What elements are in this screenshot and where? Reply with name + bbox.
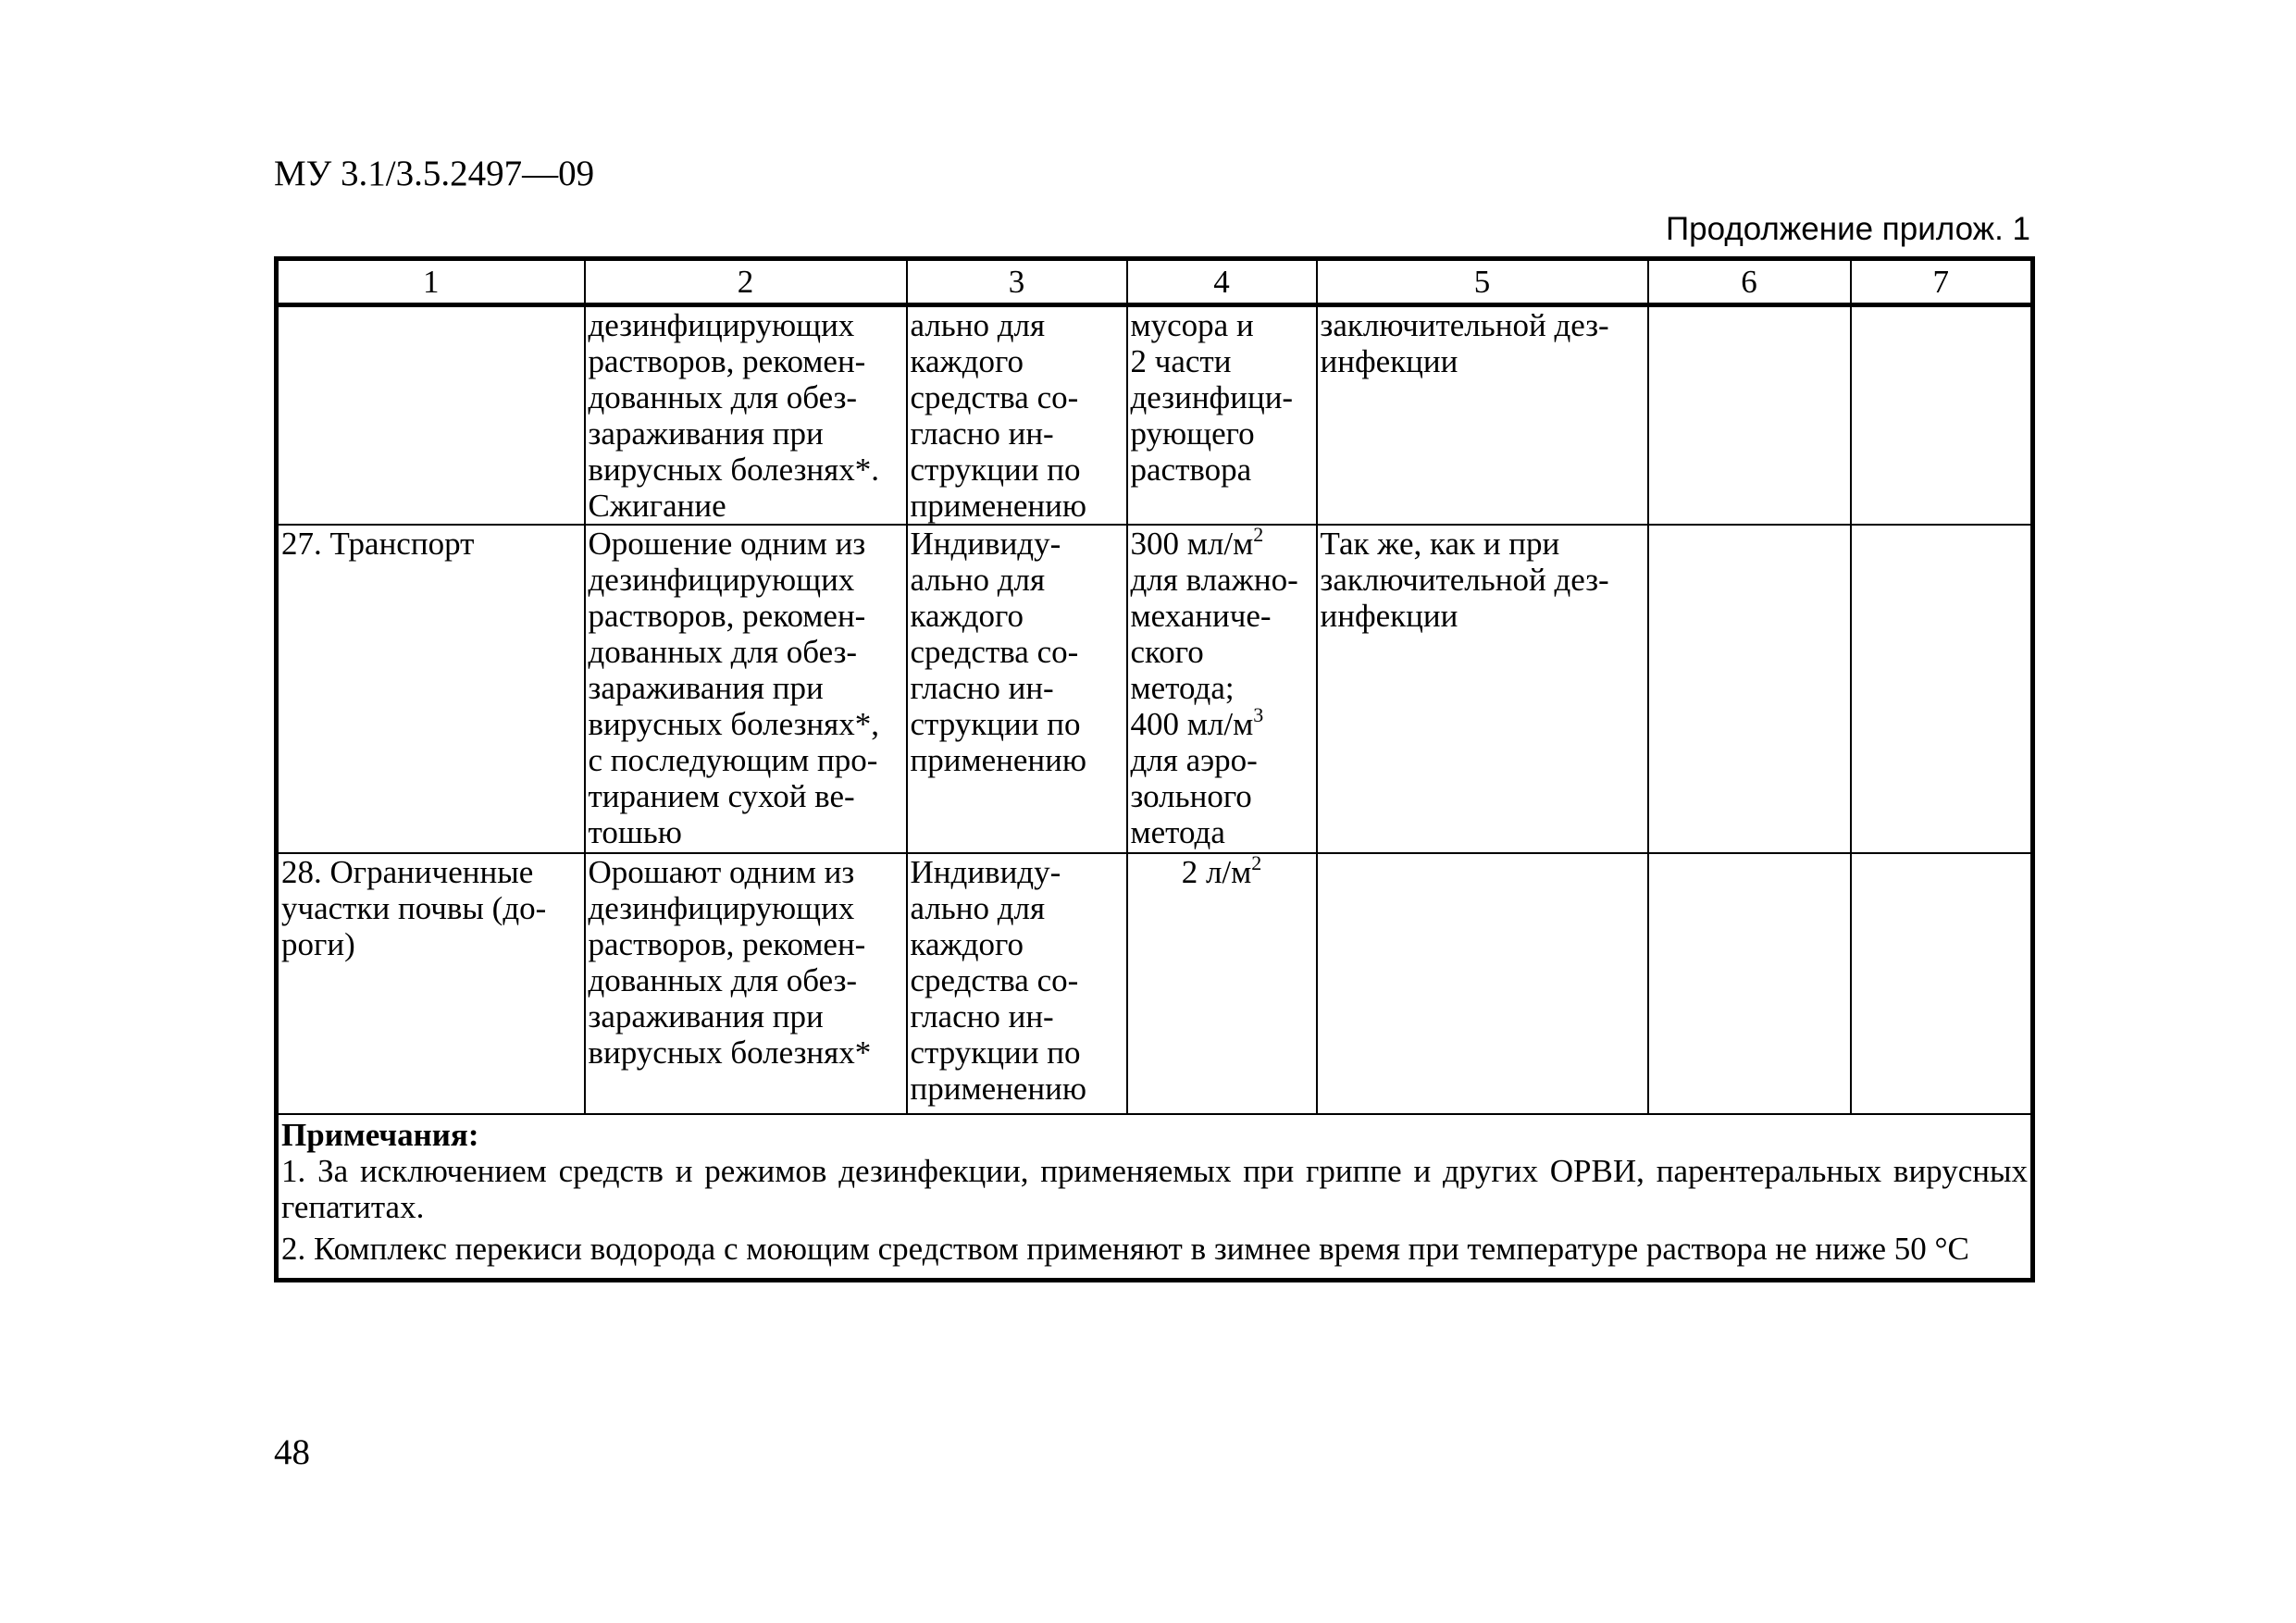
method-cell: дезинфицирующих растворов, рекомен- дованных для обез- зараживания при вирусных болезнях*. Сжигание: [585, 305, 907, 526]
column-7-cell: [1851, 853, 2033, 1114]
column-6-cell: [1648, 525, 1851, 853]
norm-exponent: 2: [1253, 525, 1264, 546]
regime-cell: [1317, 853, 1648, 1114]
column-number: 5: [1317, 259, 1648, 305]
norm-exponent: 3: [1253, 703, 1264, 726]
object-cell: [277, 305, 585, 526]
column-number: 7: [1851, 259, 2033, 305]
concentration-cell: Индивиду- ально для каждого средства со- гласно ин- струкции по применению: [907, 525, 1127, 853]
object-cell: 27. Транспорт: [277, 525, 585, 853]
norm-text: для влажно- механиче- ского метода; 400 мл/м: [1130, 562, 1298, 742]
column-number: 4: [1127, 259, 1317, 305]
disinfection-table: [274, 256, 2035, 1282]
column-number: 2: [585, 259, 907, 305]
page-number: 48: [274, 1432, 310, 1472]
column-number: 6: [1648, 259, 1851, 305]
regime-cell: Так же, как и при заключительной дез- инфекции: [1317, 525, 1648, 853]
norm-cell: [1127, 305, 1317, 526]
note-item: 1. За исключением средств и режимов дезинфекции, применяемых при гриппе и других ОРВИ, парентеральных вирусных гепатитах.: [281, 1153, 2028, 1225]
table-row: [277, 853, 2033, 1114]
object-cell: 28. Ограниченные участки почвы (до- роги): [277, 853, 585, 1114]
table-row: [277, 525, 2033, 853]
column-6-cell: [1648, 853, 1851, 1114]
continuation-label: Продолжение прилож. 1: [1666, 211, 2030, 247]
notes-cell: [277, 1114, 2033, 1281]
method-cell: Орошение одним из дезинфицирующих растворов, рекомен- дованных для обез- зараживания при вирусных болезнях*, с последующим про- тиранием сухой ве- тошью: [585, 525, 907, 853]
norm-exponent: 2: [1251, 853, 1262, 874]
column-number-row: [277, 259, 2033, 305]
method-cell: Орошают одним из дезинфицирующих растворов, рекомен- дованных для обез- зараживания при вирусных болезнях*: [585, 853, 907, 1114]
norm-cell: [1127, 525, 1317, 853]
column-number: 3: [907, 259, 1127, 305]
notes-row: [277, 1114, 2033, 1281]
norm-text: для аэро- зольного метода: [1130, 742, 1258, 850]
norm-text: 300 мл/м: [1130, 526, 1254, 562]
column-7-cell: [1851, 525, 2033, 853]
concentration-cell: ально для каждого средства со- гласно ин- струкции по применению: [907, 305, 1127, 526]
regime-cell: заключительной дез- инфекции: [1317, 305, 1648, 526]
norm-text: мусора и 2 части дезинфици- рующего раствора: [1130, 307, 1294, 488]
concentration-cell: Индивиду- ально для каждого средства со- гласно ин- струкции по применению: [907, 853, 1127, 1114]
column-7-cell: [1851, 305, 2033, 526]
column-number: 1: [277, 259, 585, 305]
document-code: МУ 3.1/3.5.2497—09: [274, 154, 595, 193]
column-6-cell: [1648, 305, 1851, 526]
norm-text: 2 л/м: [1181, 854, 1252, 890]
norm-cell: [1127, 853, 1317, 1114]
note-item: 2. Комплекс перекиси водорода с моющим средством применяют в зимнее время при температуре раствора не ниже 50 °С: [281, 1231, 1969, 1267]
notes-title: Примечания:: [281, 1117, 479, 1153]
table-row: [277, 305, 2033, 526]
